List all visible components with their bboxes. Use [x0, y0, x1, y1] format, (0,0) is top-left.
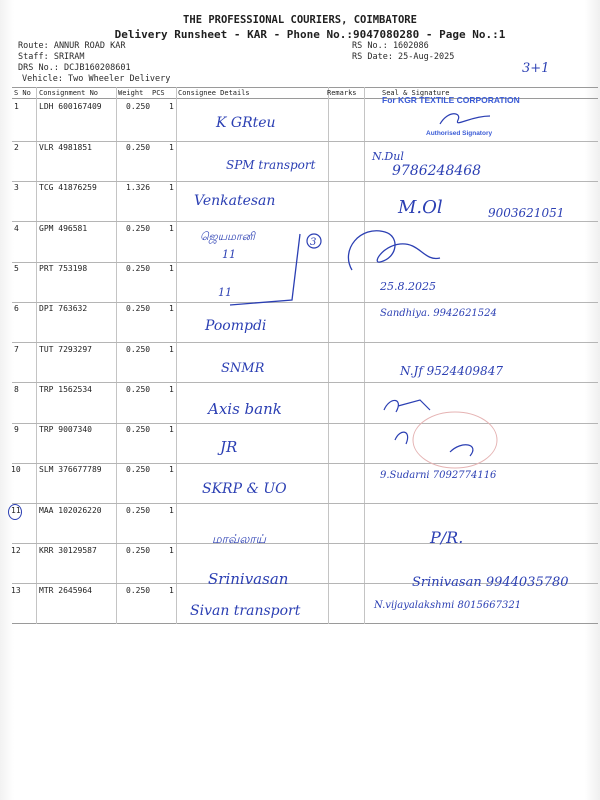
- row-pcs: 1: [169, 102, 174, 111]
- consignee-handwriting: ஜெயமானி: [200, 230, 255, 243]
- signature-phone: 9786248468: [392, 163, 482, 179]
- row-divider: [12, 342, 598, 343]
- row-weight: 0.250: [126, 264, 151, 273]
- vehicle-field: Vehicle: Two Wheeler Delivery: [22, 74, 171, 84]
- row-weight: 0.250: [126, 385, 151, 394]
- route-field: Route: ANNUR ROAD KAR: [18, 41, 126, 51]
- row-consignment-no: MAA 102026220: [39, 506, 102, 515]
- drs-number-field: DRS No.: DCJB160208601: [18, 63, 131, 73]
- row-sno: 12: [11, 546, 21, 555]
- row-divider: [12, 141, 598, 142]
- row-pcs: 1: [169, 143, 174, 152]
- row-pcs: 1: [169, 264, 174, 273]
- row-consignment-no: TUT 7293297: [39, 345, 92, 354]
- row-pcs: 1: [169, 586, 174, 595]
- row-sno: 8: [14, 385, 19, 394]
- row-pcs: 1: [169, 425, 174, 434]
- circled-number: 3: [310, 237, 317, 248]
- signature-date: 25.8.2025: [380, 280, 436, 293]
- row-consignment-no: MTR 2645964: [39, 586, 92, 595]
- row-consignment-no: SLM 376677789: [39, 465, 102, 474]
- row-sno: 10: [11, 465, 21, 474]
- row-divider: [12, 463, 598, 464]
- col-header-seal: Seal & Signature: [382, 89, 450, 97]
- signature-initials: M.Ol: [398, 197, 443, 218]
- row-pcs: 1: [169, 465, 174, 474]
- signature-initials: P/R.: [430, 528, 464, 547]
- row-weight: 0.250: [126, 465, 151, 474]
- row-divider: [12, 382, 598, 383]
- consignee-handwriting: 11: [218, 286, 232, 299]
- row-pcs: 1: [169, 385, 174, 394]
- handwritten-count: 3+1: [522, 61, 550, 76]
- consignee-handwriting: SNMR: [221, 361, 265, 376]
- stamp-authorised-signatory: Authorised Signatory: [426, 130, 493, 137]
- row-consignment-no: TRP 1562534: [39, 385, 92, 394]
- col-header-consignment: Consignment No: [39, 89, 99, 97]
- signature-name-phone: Srinivasan 9944035780: [412, 575, 569, 590]
- row-divider: [12, 262, 598, 263]
- col-header-consignee: Consignee Details: [178, 89, 250, 97]
- row-consignment-no: TCG 41876259: [39, 183, 97, 192]
- row-weight: 0.250: [126, 425, 151, 434]
- rs-date-field: RS Date: 25-Aug-2025: [352, 52, 455, 62]
- row-sno: 2: [14, 143, 19, 152]
- row-sno: 4: [14, 224, 19, 233]
- row-pcs: 1: [169, 224, 174, 233]
- row-divider: [12, 181, 598, 182]
- col-header-pcs: PCS: [152, 89, 165, 97]
- stamp-company-name: For KGR TEXTILE CORPORATION: [382, 95, 520, 105]
- row-weight: 0.250: [126, 224, 151, 233]
- row-weight: 1.326: [126, 183, 151, 192]
- signature-name-phone: N.Jf 9524409847: [400, 364, 503, 378]
- consignee-handwriting: மாவ்லாய்: [212, 532, 266, 546]
- row-divider: [12, 221, 598, 222]
- consignee-handwriting: Axis bank: [208, 400, 282, 418]
- row-weight: 0.250: [126, 102, 151, 111]
- runsheet-subtitle: Delivery Runsheet - KAR - Phone No.:9047080280 - Page No.:1: [114, 28, 506, 41]
- consignee-handwriting: SPM transport: [226, 158, 316, 172]
- col-header-remarks: Remarks: [327, 89, 357, 97]
- staff-field: Staff: SRIRAM: [18, 52, 85, 62]
- row-consignment-no: KRR 30129587: [39, 546, 97, 555]
- rs-number-field: RS No.: 1602086: [352, 41, 429, 51]
- row-consignment-no: TRP 9007340: [39, 425, 92, 434]
- row-consignment-no: DPI 763632: [39, 304, 88, 313]
- row-weight: 0.250: [126, 586, 151, 595]
- consignee-handwriting: Poompdi: [205, 318, 267, 334]
- runsheet-company-title: THE PROFESSIONAL COURIERS, COIMBATORE: [183, 14, 417, 26]
- signature-name-phone: 9.Sudarni 7092774116: [380, 470, 497, 481]
- row-consignment-no: GPM 496581: [39, 224, 88, 233]
- signature-phone: 9003621051: [488, 206, 565, 220]
- row-consignment-no: LDH 600167409: [39, 102, 102, 111]
- col-header-weight: Weight: [118, 89, 144, 97]
- consignee-handwriting: Srinivasan: [208, 570, 289, 588]
- table-top-border: [12, 87, 598, 88]
- row-sno: 7: [14, 345, 19, 354]
- consignee-handwriting: Venkatesan: [194, 193, 276, 209]
- signature-name-phone: N.vijayalakshmi 8015667321: [374, 600, 522, 611]
- consignee-handwriting: JR: [220, 438, 238, 456]
- col-header-sno: S No: [14, 89, 31, 97]
- row-weight: 0.250: [126, 143, 151, 152]
- row-sno: 3: [14, 183, 19, 192]
- table-bottom-border: [12, 623, 598, 624]
- row-sno: 9: [14, 425, 19, 434]
- signature-name-phone: Sandhiya. 9942621524: [380, 308, 497, 319]
- row-pcs: 1: [169, 506, 174, 515]
- row-divider: [12, 302, 598, 303]
- table-header-border: [12, 98, 598, 99]
- row-pcs: 1: [169, 183, 174, 192]
- consignee-handwriting: Sivan transport: [190, 603, 301, 619]
- row-pcs: 1: [169, 304, 174, 313]
- row-consignment-no: VLR 4981851: [39, 143, 92, 152]
- row-weight: 0.250: [126, 546, 151, 555]
- row-divider: [12, 583, 598, 584]
- signature-initials: N.Dul: [372, 150, 404, 163]
- consignee-handwriting-ditto: 11: [222, 248, 236, 261]
- row-consignment-no: PRT 753198: [39, 264, 88, 273]
- row-pcs: 1: [169, 345, 174, 354]
- row-pcs: 1: [169, 546, 174, 555]
- consignee-handwriting: K GRteu: [216, 115, 276, 131]
- row-weight: 0.250: [126, 506, 151, 515]
- row-sno: 6: [14, 304, 19, 313]
- row-sno: 13: [11, 586, 21, 595]
- row-weight: 0.250: [126, 304, 151, 313]
- consignee-handwriting: SKRP & UO: [202, 481, 287, 497]
- row-divider: [12, 543, 598, 544]
- row-divider: [12, 503, 598, 504]
- row-sno: 11: [11, 506, 21, 515]
- row-weight: 0.250: [126, 345, 151, 354]
- row-11-circle-mark: [8, 504, 22, 520]
- row-sno: 5: [14, 264, 19, 273]
- row-sno: 1: [14, 102, 19, 111]
- row-divider: [12, 423, 598, 424]
